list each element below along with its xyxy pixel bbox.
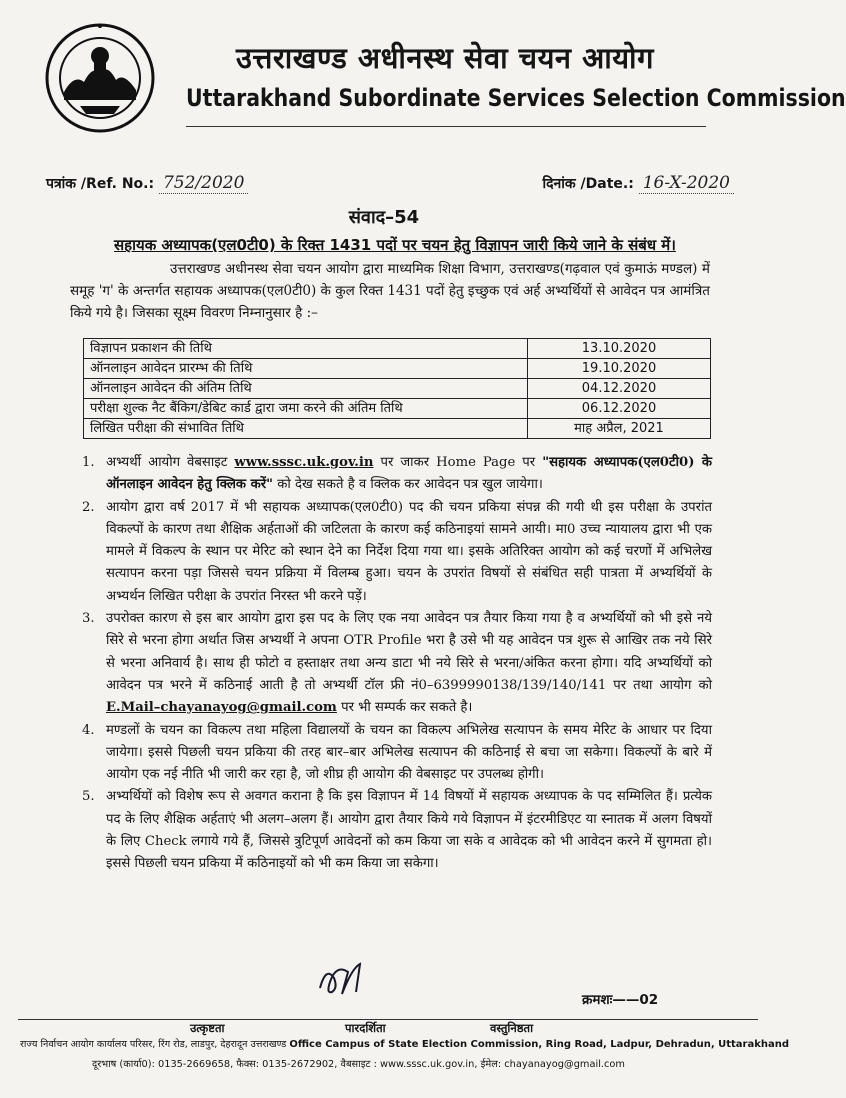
schedule-value: 06.12.2020	[528, 399, 711, 419]
point-number: 4.	[82, 722, 95, 738]
table-row	[84, 399, 711, 419]
schedule-value: 19.10.2020	[528, 359, 711, 379]
list-item	[82, 720, 712, 787]
reference-number	[46, 173, 248, 193]
point-text: पर भी सम्पर्क कर सकते है।	[336, 700, 473, 716]
notice-date	[542, 173, 734, 193]
point-number: 2.	[82, 499, 95, 515]
table-row	[84, 379, 711, 399]
ref-label: पत्रांक /Ref. No.:	[46, 176, 155, 192]
address-hindi: राज्य निर्वाचन आयोग कार्यालय परिसर, रिंग रोड, लाडपुर, देहरादून उत्तराखण्ड	[20, 1039, 287, 1050]
table-row	[84, 359, 711, 379]
list-item	[82, 452, 712, 497]
point-text: अभ्यर्थी आयोग वेबसाइट	[106, 455, 235, 470]
commission-emblem-icon	[44, 22, 156, 134]
schedule-value: 13.10.2020	[528, 339, 711, 359]
schedule-table	[83, 338, 711, 439]
footer-divider	[18, 1019, 758, 1020]
point-text: अभ्यर्थियों को विशेष रूप से अवगत कराना है कि इस विज्ञापन में 14 विषयों में सहायक अध्यापक के पद सम्मिलित हैं। प्रत्येक पद के लिए शैक्षिक अर्हताएं भी अलग–अलग हैं। आयोग द्वारा तैयार किये गये विज्ञापन में इंटरमीडिएट या स्नातक में अलग विषयों के लिए Check लगाये गये हैं, जिससे त्रुटिपूर्ण आवेदनों को कम किया जा सके व आवेदक को भी आवेदन करने में सुगमता हो। इससे पिछली चयन प्रकिया में कठिनाइयों को भी कम किया जा सकेगा।	[106, 789, 712, 872]
footer-address	[20, 1037, 790, 1050]
schedule-value: 04.12.2020	[528, 379, 711, 399]
website-link[interactable]: www.sssc.uk.gov.in	[234, 455, 374, 470]
date-value: 16-X-2020	[639, 173, 734, 194]
point-number: 5.	[82, 789, 95, 805]
motto-excellence: उत्कृष्टता	[190, 1021, 225, 1035]
notice-subject: सहायक अध्यापक(एल0टी0) के रिक्त 1431 पदों पर चयन हेतु विज्ञापन जारी किये जाने के संबंध में।	[114, 236, 676, 254]
org-name-english: Uttarakhand Subordinate Services Selection Commission	[186, 84, 846, 112]
point-text: पर जाकर Home Page पर	[373, 455, 543, 470]
point-text: आयोग द्वारा वर्ष 2017 में भी सहायक अध्यापक(एल0टी0) पद की चयन प्रकिया संपन्न की गयी थी इस परीक्षा के उपरांत विकल्पों के कारण तथा शैक्षिक अर्हताओं की जटिलता के कारण कई कठिनाइयां सामने आयी। मा0 उच्च न्यायालय द्वारा भी एक मामले में विकल्प के स्थान पर मेरिट को स्थान देने का निर्देश दिया गया था। इसके अतिरिक्त आयोग को कई चरणों में अभिलेख सत्यापन करना पड़ा जिससे चयन प्रक्रिया में विलम्ब हुआ। चयन के उपरांत विषयों से संबंधित सही पात्रता में अभ्यर्थियों के अभ्यर्थन लिखित परीक्षा के उपरांत निरस्त भी करने पड़ें।	[106, 499, 712, 604]
motto-objectivity: वस्तुनिष्ठता	[490, 1021, 534, 1035]
point-text: मण्डलों के चयन का विकल्प तथा महिला विद्यालयों के चयन का विकल्प अभिलेख सत्यापन के समय मेरिट के आधार पर दिया जायेगा। इससे पिछली चयन प्रकिया की तरह बार–बार अभिलेख सत्यापन की कठिनाई से बचा जा सकेगा। विकल्पों के बारे में आयोग एक नई नीति भी जारी कर रहा है, जो शीघ्र ही आयोग की वेबसाइट पर उपलब्ध होगी।	[106, 722, 712, 783]
point-text: उपरोक्त कारण से इस बार आयोग द्वारा इस पद के लिए एक नया आवेदन पत्र तैयार किया गया है व अभ्यर्थियों को भी इसे नये सिरे से भरना होगा अर्थात जिस अभ्यर्थी ने अपना OTR Profile भरा है उसे भी यह आवेदन पत्र शुरू से आखिर तक नये सिरे से भरना अनिवार्य है। साथ ही फोटो व हस्ताक्षर तथा अन्य डाटा भी नये सिरे से भरना/अंकित करना होगा। यदि अभ्यर्थियों को आवेदन पत्र भरने में कठिनाई आती है तो अभ्यर्थी टॉल फ्री नं0–6399990138/139/140/141 पर तथा आयोग को	[106, 611, 712, 693]
schedule-label: ऑनलाइन आवेदन प्रारम्भ की तिथि	[84, 359, 528, 379]
continued-marker: क्रमशः——02	[582, 992, 659, 1008]
table-row	[84, 419, 711, 439]
schedule-label: ऑनलाइन आवेदन की अंतिम तिथि	[84, 379, 528, 399]
org-name-hindi: उत्तराखण्ड अधीनस्थ सेवा चयन आयोग	[236, 41, 654, 75]
header-divider	[186, 126, 706, 127]
apply-link-quote: "सहायक अध्यापक(एल0टी0) के ऑनलाइन आवेदन हेतु क्लिक करें"	[106, 455, 712, 493]
notice-intro: उत्तराखण्ड अधीनस्थ सेवा चयन आयोग द्वारा माध्यमिक शिक्षा विभाग, उत्तराखण्ड(गढ़वाल एवं कुमाऊं मण्डल) में समूह 'ग' के अन्तर्गत सहायक अध्यापक(एल0टी0) के कुल रिक्त 1431 पदों हेतु इच्छुक एवं अर्ह अभ्यर्थियों से आवेदन पत्र आमंत्रित किये गये है। जिसका सूक्ष्म विवरण निम्नानुसार है :–	[70, 261, 710, 321]
list-item	[82, 608, 712, 719]
schedule-label: लिखित परीक्षा की संभावित तिथि	[84, 419, 528, 439]
motto-transparency: पारदर्शिता	[345, 1021, 386, 1035]
point-number: 3.	[82, 611, 95, 627]
schedule-label: परीक्षा शुल्क नैट बैंकिग/डेबिट कार्ड द्वारा जमा करने की अंतिम तिथि	[84, 399, 528, 419]
ref-value: 752/2020	[159, 173, 248, 194]
notice-number: संवाद–54	[348, 207, 420, 228]
point-text: को देख सकते है व क्लिक कर आवेदन पत्र खुल जायेगा।	[273, 477, 543, 493]
list-item	[82, 497, 712, 608]
list-item	[82, 786, 712, 875]
point-number: 1.	[82, 455, 95, 470]
signature-icon	[312, 958, 382, 998]
address-english: Office Campus of State Election Commission, Ring Road, Ladpur, Dehradun, Uttarakhand	[289, 1039, 790, 1050]
notice-points	[82, 452, 712, 876]
table-row	[84, 339, 711, 359]
email-link[interactable]: E.Mail–chayanayog@gmail.com	[106, 700, 337, 716]
footer-contact: दूरभाष (कार्या0): 0135-2669658, फैक्स: 0135-2672902, वैबसाइट : www.sssc.uk.gov.in, ईमेल: chayanayog@gmail.com	[92, 1059, 625, 1070]
date-label: दिनांक /Date.:	[542, 176, 634, 192]
schedule-value: माह अप्रैल, 2021	[528, 419, 711, 439]
schedule-label: विज्ञापन प्रकाशन की तिथि	[84, 339, 528, 359]
